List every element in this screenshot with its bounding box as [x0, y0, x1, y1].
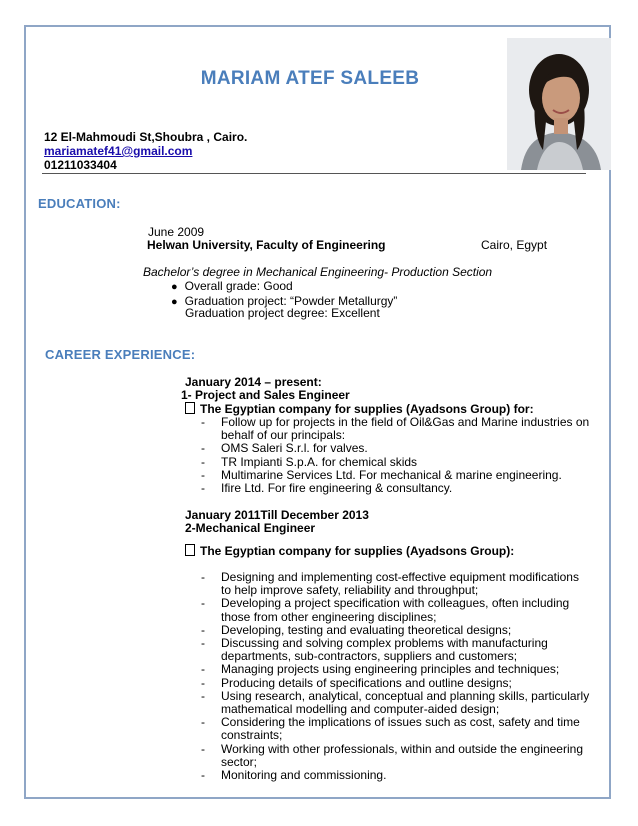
education-heading: EDUCATION: — [38, 196, 121, 211]
list-item — [201, 636, 591, 664]
list-item-text: Producing details of specifications and outline designs; — [221, 675, 512, 690]
job-period: January 2011Till December 2013 — [185, 508, 369, 522]
contact-block — [44, 130, 247, 172]
dash-icon: - — [201, 768, 205, 783]
list-item — [201, 570, 591, 598]
dash-icon: - — [201, 596, 205, 611]
career-heading: CAREER EXPERIENCE: — [45, 347, 196, 362]
list-item-text: Follow up for projects in the field of Oil&Gas and Marine industries on behalf of our principals: — [221, 415, 590, 443]
list-item — [201, 481, 591, 496]
bullet-icon: ● — [171, 296, 178, 308]
email-link[interactable]: mariamatef41@gmail.com — [44, 144, 193, 158]
profile-photo — [507, 38, 611, 170]
job-title: 2-Mechanical Engineer — [185, 521, 316, 535]
dash-icon: - — [201, 415, 205, 429]
dash-icon: - — [201, 662, 205, 677]
education-location: Cairo, Egypt — [481, 238, 548, 252]
list-item-text: Developing, testing and evaluating theoretical designs; — [221, 622, 512, 637]
checkbox-icon — [185, 544, 195, 556]
job-period: January 2014 – present: — [185, 375, 322, 389]
list-item-text: Graduation project: “Powder Metallurgy” — [184, 294, 398, 308]
list-item — [201, 596, 591, 624]
list-item-text: Discussing and solving complex problems with manufacturing departments, sub-contractors, suppliers and customers; — [221, 636, 548, 664]
project-degree: Graduation project degree: Excellent — [185, 306, 380, 320]
dash-icon: - — [201, 715, 205, 730]
education-date: June 2009 — [148, 225, 205, 239]
list-item — [201, 688, 591, 717]
dash-icon: - — [201, 441, 205, 456]
list-item-text: Monitoring and commissioning. — [221, 768, 387, 783]
dash-icon: - — [201, 481, 205, 496]
education-bullet-list — [171, 279, 397, 309]
list-item-text: Overall grade: Good — [184, 279, 293, 293]
job-title: 1- Project and Sales Engineer — [181, 388, 350, 402]
dash-icon: - — [201, 636, 205, 651]
job-company — [185, 544, 514, 558]
dash-icon: - — [201, 467, 205, 482]
list-item-text: Multimarine Services Ltd. For mechanical & marine engineering. — [221, 467, 562, 482]
list-item — [201, 741, 591, 769]
list-item — [201, 768, 591, 783]
list-item-text: Working with other professionals, within and outside the engineering sector; — [221, 741, 583, 769]
list-item — [201, 415, 591, 443]
person-photo-icon — [507, 38, 611, 170]
list-item-text: OMS Saleri S.r.l. for valves. — [221, 441, 368, 456]
address: 12 El-Mahmoudi St,Shoubra , Cairo. — [44, 130, 248, 144]
list-item-text: Managing projects using engineering principles and techniques; — [221, 662, 560, 677]
dash-icon: - — [201, 622, 205, 637]
phone-number: 01211033404 — [44, 158, 117, 172]
list-item — [171, 279, 397, 294]
job-duties-list — [201, 570, 591, 783]
dash-icon: - — [201, 454, 205, 469]
job-company-text: The Egyptian company for supplies (Ayadsons Group) for: — [200, 402, 534, 416]
education-institution: Helwan University, Faculty of Engineering — [147, 238, 386, 252]
list-item-text: Developing a project specification with colleagues, often including those from other engineering disciplines; — [221, 596, 570, 624]
bullet-icon: ● — [171, 281, 178, 293]
list-item-text: TR Impianti S.p.A. for chemical skids — [221, 454, 418, 469]
job-company — [185, 402, 534, 416]
list-item — [201, 715, 591, 743]
job-duties-list — [201, 415, 591, 496]
job-company-text: The Egyptian company for supplies (Ayadsons Group): — [200, 544, 515, 558]
candidate-name: MARIAM ATEF SALEEB — [200, 68, 420, 89]
list-item-text: Considering the implications of issues such as cost, safety and time constraints; — [221, 715, 580, 743]
header-divider — [42, 173, 586, 174]
list-item-text: Ifire Ltd. For fire engineering & consultancy. — [221, 481, 453, 496]
education-degree: Bachelor’s degree in Mechanical Engineering- Production Section — [143, 265, 493, 279]
list-item-text: Designing and implementing cost-effective equipment modifications to help improve safety, reliability and throughput; — [221, 570, 579, 598]
dash-icon: - — [201, 741, 205, 756]
list-item-text: Using research, analytical, conceptual and planning skills, particularly mathematical modelling and computer-aided design; — [221, 688, 590, 717]
dash-icon: - — [201, 688, 205, 703]
checkbox-icon — [185, 402, 195, 414]
dash-icon: - — [201, 675, 205, 690]
dash-icon: - — [201, 570, 205, 584]
